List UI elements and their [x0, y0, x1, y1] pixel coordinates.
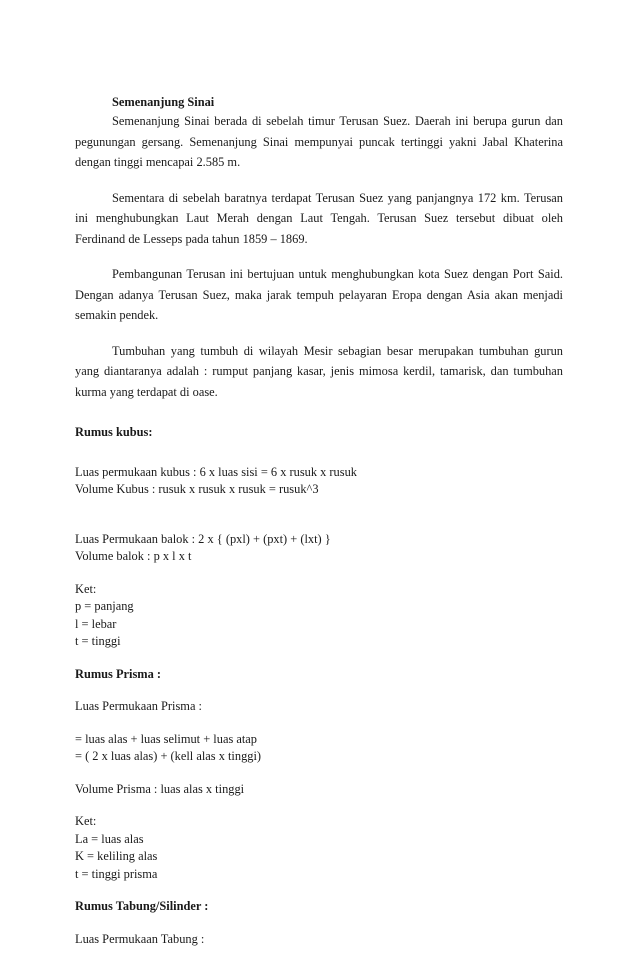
prisma-luas-line: = ( 2 x luas alas) + (kell alas x tinggi) — [75, 749, 262, 763]
paragraph-sinai-3: Pembangunan Terusan ini bertujuan untuk menghubungkan kota Suez dengan Port Said. Dengan adanya Terusan Suez, maka jarak tempuh pelayaran Eropa dengan Asia akan menjadi semakin pendek. — [75, 267, 563, 322]
prisma-volume: Volume Prisma : luas alas x tinggi — [75, 781, 245, 796]
heading-rumus-tabung: Rumus Tabung/Silinder : — [75, 899, 209, 913]
balok-ket-item: t = tinggi — [75, 634, 121, 648]
balok-ket-item: l = lebar — [75, 616, 117, 631]
kubus-volume: Volume Kubus : rusuk x rusuk x rusuk = rusuk^3 — [75, 482, 319, 496]
balok-luas: Luas Permukaan balok : 2 x { (pxl) + (pxt) + (lxt) } — [75, 531, 331, 546]
section-heading-sinai: Semenanjung Sinai — [112, 95, 215, 109]
kubus-luas: Luas permukaan kubus : 6 x luas sisi = 6 x rusuk x rusuk — [75, 464, 357, 479]
heading-rumus-prisma: Rumus Prisma : — [75, 666, 162, 681]
paragraph-sinai-2: Sementara di sebelah baratnya terdapat Terusan Suez yang panjangnya 172 km. Terusan ini menghubungkan Laut Merah dengan Laut Tengah. Terusan Suez tersebut dibuat oleh Ferdinand de Lesseps pada tahun 1859 – 1869. — [75, 190, 563, 246]
balok-volume: Volume balok : p x l x t — [75, 549, 192, 563]
prisma-ket-item: K = keliling alas — [75, 849, 158, 863]
prisma-ket-item: La = luas alas — [75, 831, 144, 846]
prisma-luas-label: Luas Permukaan Prisma : — [75, 699, 202, 713]
paragraph-sinai-1: Semenanjung Sinai berada di sebelah timur Terusan Suez. Daerah ini berupa gurun dan pegunungan gersang. Semenanjung Sinai mempunyai puncak tertinggi yakni Jabal Khaterina dengan tinggi mencapai 2.585 m. — [75, 114, 563, 169]
document-page — [75, 94, 563, 948]
paragraph-sinai-4: Tumbuhan yang tumbuh di wilayah Mesir sebagian besar merupakan tumbuhan gurun yang diantaranya adalah : rumput panjang kasar, jenis mimosa kerdil, tamarisk, dan tumbuhan kurma yang terdapat di oase. — [75, 343, 563, 399]
balok-ket-item: p = panjang — [75, 599, 134, 613]
prisma-ket-label: Ket: — [75, 814, 97, 828]
tabung-luas-label: Luas Permukaan Tabung : — [75, 931, 205, 946]
heading-rumus-kubus: Rumus kubus: — [75, 425, 153, 439]
balok-ket-label: Ket: — [75, 581, 97, 596]
prisma-luas-line: = luas alas + luas selimut + luas atap — [75, 731, 258, 746]
prisma-ket-item: t = tinggi prisma — [75, 866, 158, 881]
